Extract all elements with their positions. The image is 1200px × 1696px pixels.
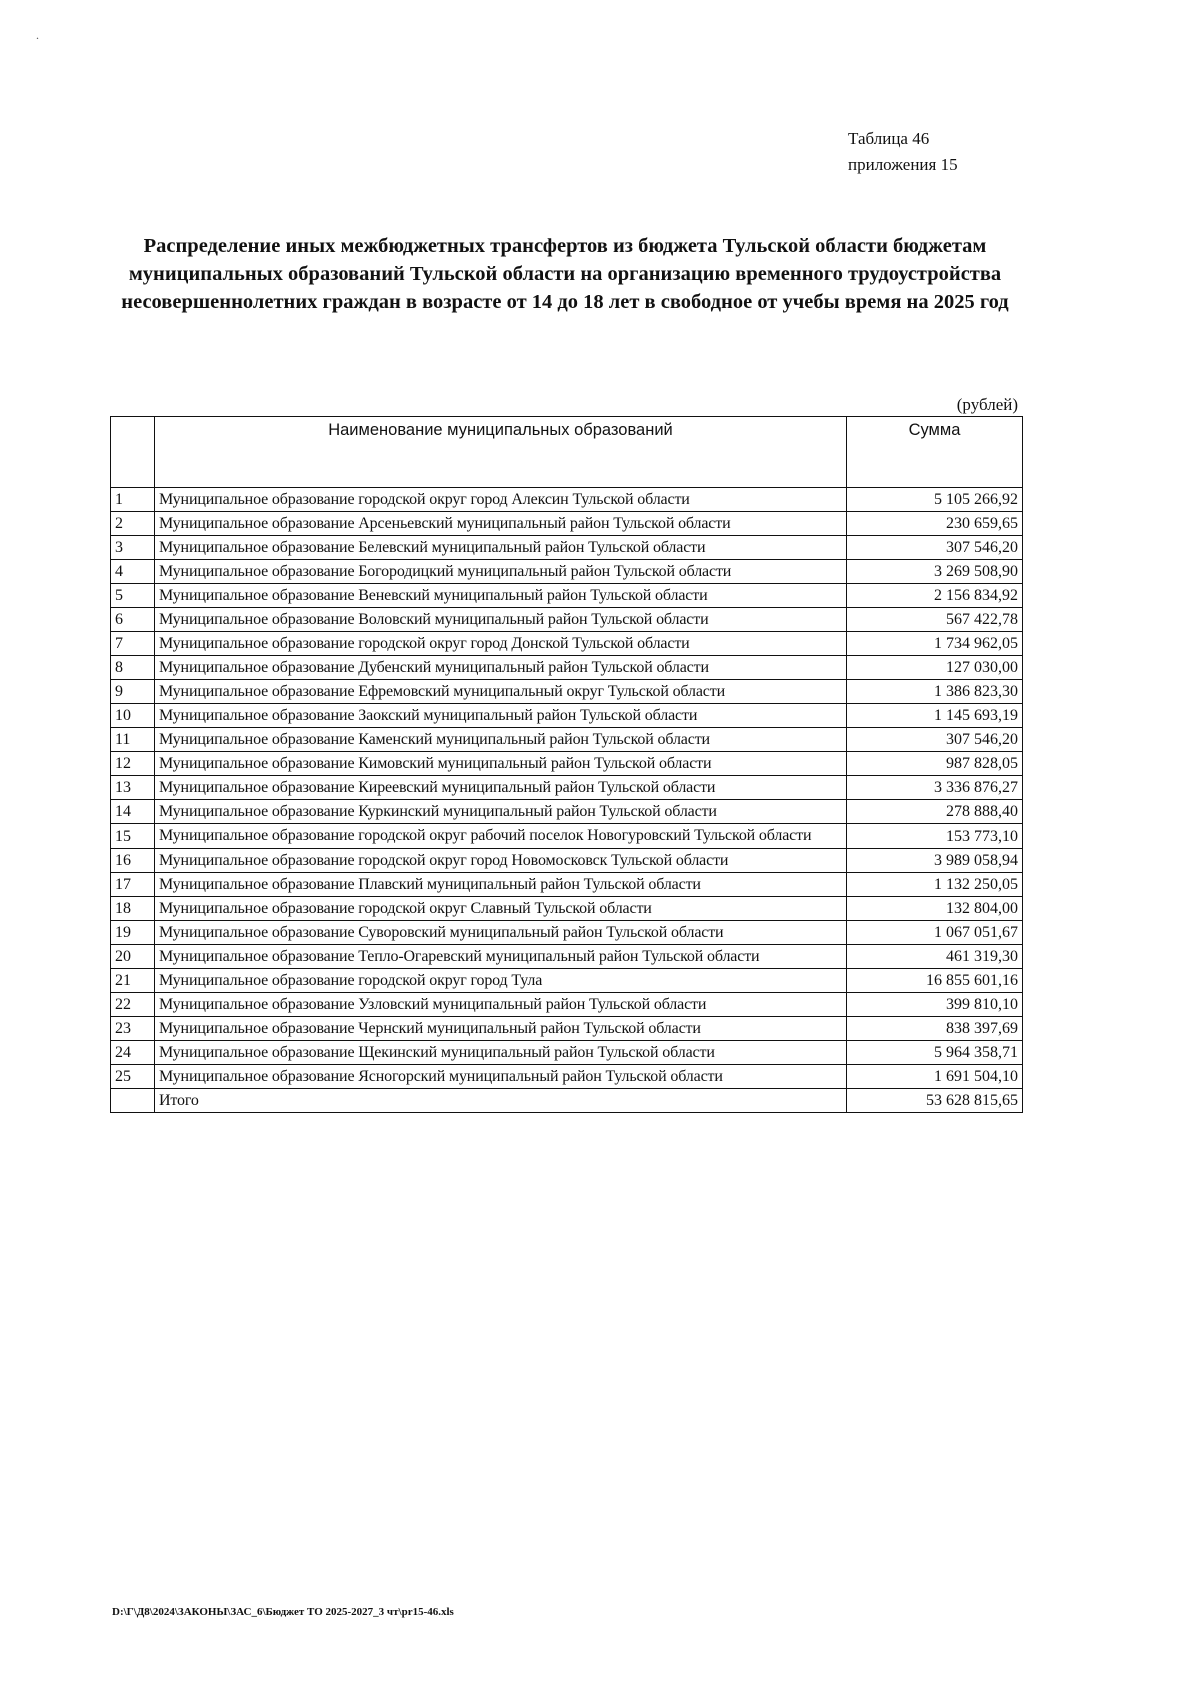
- municipality-name: Муниципальное образование Арсеньевский муниципальный район Тульской области: [155, 512, 847, 536]
- amount: 1 067 051,67: [847, 921, 1023, 945]
- total-row: [111, 1089, 1023, 1113]
- row-number: 1: [111, 488, 155, 512]
- municipality-name: Муниципальное образование городской округ Славный Тульской области: [155, 897, 847, 921]
- municipality-name: Муниципальное образование Киреевский муниципальный район Тульской области: [155, 776, 847, 800]
- table-number: Таблица 46: [848, 129, 930, 148]
- table-row: [111, 632, 1023, 656]
- municipality-name: Муниципальное образование Плавский муниципальный район Тульской области: [155, 873, 847, 897]
- table-row: [111, 704, 1023, 728]
- amount: 153 773,10: [847, 824, 1023, 849]
- municipality-name: Муниципальное образование городской округ город Тула: [155, 969, 847, 993]
- municipality-name: Муниципальное образование Богородицкий муниципальный район Тульской области: [155, 560, 847, 584]
- amount: 278 888,40: [847, 800, 1023, 824]
- amount: 127 030,00: [847, 656, 1023, 680]
- municipality-name: Муниципальное образование городской округ рабочий поселок Новогуровский Тульской области: [155, 824, 847, 849]
- table-row: [111, 512, 1023, 536]
- amount: 1 145 693,19: [847, 704, 1023, 728]
- amount: 399 810,10: [847, 993, 1023, 1017]
- units-label: (рублей): [956, 395, 1018, 414]
- document-title: Распределение иных межбюджетных трансфертов из бюджета Тульской области бюджетам муниципальных образований Тульской области на организацию временного трудоустройства несовершеннолетних граждан в возрасте от 14 до 18 лет в свободное от учебы время на 2025 год: [121, 235, 1009, 313]
- amount: 3 336 876,27: [847, 776, 1023, 800]
- municipality-name: Муниципальное образование Ясногорский муниципальный район Тульской области: [155, 1065, 847, 1089]
- amount: 307 546,20: [847, 728, 1023, 752]
- municipality-name: Муниципальное образование городской округ город Новомосковск Тульской области: [155, 849, 847, 873]
- row-number: 22: [111, 993, 155, 1017]
- amount: 1 691 504,10: [847, 1065, 1023, 1089]
- municipality-name: Муниципальное образование Каменский муниципальный район Тульской области: [155, 728, 847, 752]
- header-number-cell: [111, 417, 155, 488]
- row-number: 15: [111, 824, 155, 849]
- row-number: 21: [111, 969, 155, 993]
- municipality-name: Муниципальное образование Дубенский муниципальный район Тульской области: [155, 656, 847, 680]
- row-number: 24: [111, 1041, 155, 1065]
- table-row: [111, 680, 1023, 704]
- municipality-name: Муниципальное образование городской округ город Алексин Тульской области: [155, 488, 847, 512]
- municipality-name: Муниципальное образование Воловский муниципальный район Тульской области: [155, 608, 847, 632]
- table-row: [111, 873, 1023, 897]
- header-name-cell: Наименование муниципальных образований: [155, 417, 847, 488]
- total-sum: 53 628 815,65: [847, 1089, 1023, 1113]
- row-number: 13: [111, 776, 155, 800]
- amount: 3 989 058,94: [847, 849, 1023, 873]
- total-number-cell: [111, 1089, 155, 1113]
- row-number: 17: [111, 873, 155, 897]
- amount: 567 422,78: [847, 608, 1023, 632]
- table-row: [111, 728, 1023, 752]
- table-row: [111, 536, 1023, 560]
- file-path-footer: D:\Г\Д8\2024\ЗАКОНЫ\ЗАС_6\Бюджет ТО 2025-2027_3 чт\pr15-46.xls: [112, 1606, 454, 1618]
- table-row: [111, 752, 1023, 776]
- municipality-name: Муниципальное образование Заокский муниципальный район Тульской области: [155, 704, 847, 728]
- row-number: 16: [111, 849, 155, 873]
- amount: 838 397,69: [847, 1017, 1023, 1041]
- row-number: 7: [111, 632, 155, 656]
- table-row: [111, 656, 1023, 680]
- row-number: 12: [111, 752, 155, 776]
- row-number: 3: [111, 536, 155, 560]
- municipality-name: Муниципальное образование Чернский муниципальный район Тульской области: [155, 1017, 847, 1041]
- appendix-number: приложения 15: [848, 155, 958, 174]
- table-row: [111, 969, 1023, 993]
- header-sum-cell: Сумма: [847, 417, 1023, 488]
- table-row: [111, 560, 1023, 584]
- municipality-name: Муниципальное образование Суворовский муниципальный район Тульской области: [155, 921, 847, 945]
- row-number: 18: [111, 897, 155, 921]
- amount: 987 828,05: [847, 752, 1023, 776]
- amount: 5 105 266,92: [847, 488, 1023, 512]
- row-number: 8: [111, 656, 155, 680]
- municipality-name: Муниципальное образование Куркинский муниципальный район Тульской области: [155, 800, 847, 824]
- amount: 1 386 823,30: [847, 680, 1023, 704]
- table-row: [111, 776, 1023, 800]
- table-row: [111, 1017, 1023, 1041]
- table-row: [111, 945, 1023, 969]
- scan-mark: .: [36, 28, 39, 42]
- table-row: [111, 488, 1023, 512]
- table-row: [111, 921, 1023, 945]
- municipality-name: Муниципальное образование Тепло-Огаревский муниципальный район Тульской области: [155, 945, 847, 969]
- amount: 1 132 250,05: [847, 873, 1023, 897]
- table-row: [111, 993, 1023, 1017]
- row-number: 20: [111, 945, 155, 969]
- amount: 1 734 962,05: [847, 632, 1023, 656]
- row-number: 25: [111, 1065, 155, 1089]
- table-reference: [848, 126, 958, 178]
- row-number: 10: [111, 704, 155, 728]
- amount: 230 659,65: [847, 512, 1023, 536]
- amount: 307 546,20: [847, 536, 1023, 560]
- municipality-name: Муниципальное образование городской округ город Донской Тульской области: [155, 632, 847, 656]
- row-number: 14: [111, 800, 155, 824]
- row-number: 5: [111, 584, 155, 608]
- row-number: 19: [111, 921, 155, 945]
- table-row: [111, 584, 1023, 608]
- amount: 461 319,30: [847, 945, 1023, 969]
- amount: 2 156 834,92: [847, 584, 1023, 608]
- municipality-name: Муниципальное образование Ефремовский муниципальный округ Тульской области: [155, 680, 847, 704]
- row-number: 2: [111, 512, 155, 536]
- municipality-name: Муниципальное образование Веневский муниципальный район Тульской области: [155, 584, 847, 608]
- table-header-row: [111, 417, 1023, 488]
- table-row: [111, 800, 1023, 824]
- table-row: [111, 1065, 1023, 1089]
- amount: 16 855 601,16: [847, 969, 1023, 993]
- allocation-table: [110, 416, 1023, 1113]
- municipality-name: Муниципальное образование Белевский муниципальный район Тульской области: [155, 536, 847, 560]
- table-row: [111, 1041, 1023, 1065]
- row-number: 9: [111, 680, 155, 704]
- row-number: 23: [111, 1017, 155, 1041]
- municipality-name: Муниципальное образование Узловский муниципальный район Тульской области: [155, 993, 847, 1017]
- row-number: 6: [111, 608, 155, 632]
- table-row: [111, 897, 1023, 921]
- total-label: Итого: [155, 1089, 847, 1113]
- table-row: [111, 824, 1023, 849]
- amount: 132 804,00: [847, 897, 1023, 921]
- municipality-name: Муниципальное образование Кимовский муниципальный район Тульской области: [155, 752, 847, 776]
- amount: 5 964 358,71: [847, 1041, 1023, 1065]
- municipality-name: Муниципальное образование Щекинский муниципальный район Тульской области: [155, 1041, 847, 1065]
- row-number: 4: [111, 560, 155, 584]
- amount: 3 269 508,90: [847, 560, 1023, 584]
- table-row: [111, 608, 1023, 632]
- row-number: 11: [111, 728, 155, 752]
- table-row: [111, 849, 1023, 873]
